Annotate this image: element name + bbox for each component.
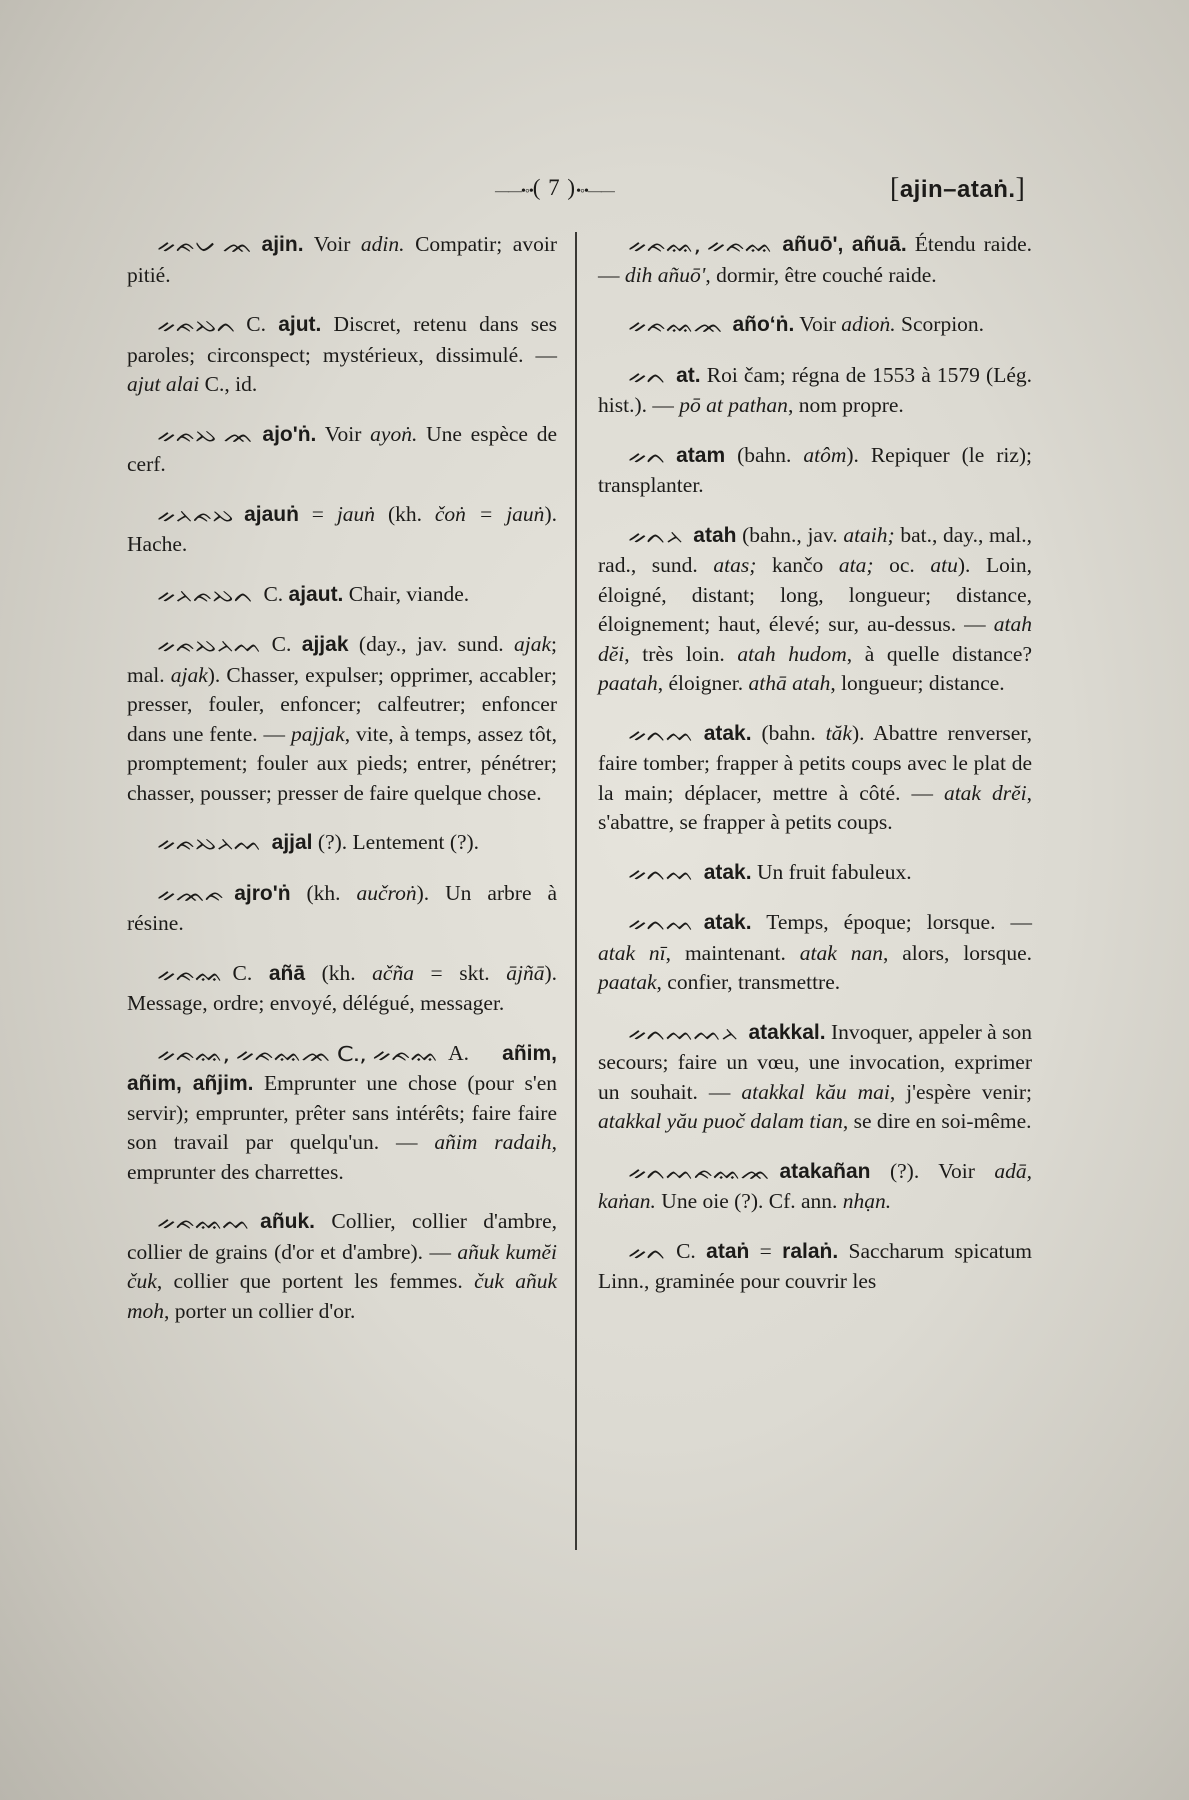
dictionary-entry xyxy=(127,959,557,1019)
cham-script-headword: ᨀᨃᨐᨓ xyxy=(157,1210,251,1235)
definition-text: C. xyxy=(271,632,302,656)
dictionary-entry xyxy=(598,1237,1032,1297)
dictionary-entry xyxy=(127,230,557,290)
italic-term: čuk añuk moh xyxy=(127,1269,557,1323)
headword: ajauṅ xyxy=(244,502,299,526)
cham-script-headword: ᨀᨈᨓ xyxy=(628,860,694,885)
ornament-right-icon: •◦•—— xyxy=(576,184,614,199)
definition-text: Une oie (?). Cf. ann. xyxy=(655,1189,843,1213)
definition-text: Voir xyxy=(794,312,842,336)
cham-script-headword: ᨀᨈᨓᨃᨐᨏ xyxy=(628,1159,770,1184)
cham-script-headword: ᨀᨃᨐ, ᨀᨃᨐᨏ C., ᨀᨃᨐ xyxy=(157,1041,439,1066)
dictionary-entry xyxy=(127,420,557,480)
italic-term: nhạn. xyxy=(842,1189,892,1213)
italic-term: atas; xyxy=(713,553,772,577)
dictionary-entry xyxy=(127,828,557,859)
italic-term: atak nī xyxy=(598,940,666,965)
dictionary-entry xyxy=(127,500,557,560)
cham-script-headword: ᨀᨃᨐ xyxy=(157,961,223,986)
headword: atakañan xyxy=(779,1159,871,1183)
definition-text: ). Un arbre à résine. xyxy=(127,880,557,935)
italic-term: ajut alai xyxy=(127,372,200,396)
italic-term: atakkal yău puoč dalam tian xyxy=(598,1109,843,1133)
definition-text: , confier, transmettre. xyxy=(656,970,841,994)
definition-text: ). Abattre renverser, faire tomber; frapper à petits coups avec le plat de la main; déplacer, mettre à côté. — xyxy=(598,720,1032,805)
headword: añuk. xyxy=(260,1210,316,1233)
definition-text: , vite, à temps, assez tôt, promptement; fouler aux pieds; entrer, pénétrer; chasser, pousser; presser de faire quelque chose. xyxy=(127,721,557,805)
italic-term: adioṅ. xyxy=(841,312,896,336)
cham-script-headword: ᨀᨃᨇᨂᨓ xyxy=(157,633,262,658)
italic-term: ajak xyxy=(513,632,552,656)
headword: añā xyxy=(268,961,306,985)
italic-term: adin. xyxy=(360,232,405,256)
headword: ralaṅ. xyxy=(782,1239,839,1263)
definition-text: , longueur; distance. xyxy=(830,671,1005,695)
definition-text: , dormir, être couché raide. xyxy=(705,262,937,287)
page-number-text: ( 7 ) xyxy=(532,175,577,200)
italic-term: ayoṅ. xyxy=(370,421,418,446)
headword: atak. xyxy=(703,721,752,745)
headword: atak. xyxy=(703,860,752,884)
definition-text: , maintenant. xyxy=(665,940,800,965)
definition-text: oc. xyxy=(889,553,931,577)
definition-text: , graminée pour couvrir les xyxy=(643,1269,877,1293)
definition-text: Roi čam; régna de 1553 à 1579 (Lég. hist.). — xyxy=(598,362,1032,417)
definition-text: ). Chasser, expulser; opprimer, accabler; presser, fouler, enfoncer; calfeutrer; enfoncer dans une fente. — xyxy=(127,662,557,746)
column-divider xyxy=(575,232,577,1550)
italic-term: añuk kumĕi čuk xyxy=(127,1239,557,1293)
italic-term: athā atah xyxy=(748,671,831,695)
headword: ajjal xyxy=(271,831,313,854)
definition-text: , porter un collier d'or. xyxy=(164,1298,356,1323)
definition-text: C. xyxy=(232,960,269,985)
definition-text: (bahn. xyxy=(725,442,804,467)
dictionary-entry xyxy=(598,521,1032,699)
ornament-left-icon: ——•◦• xyxy=(495,184,533,199)
running-head xyxy=(890,173,1025,205)
definition-text: ). Loin, éloigné, distant; long, longueur; distance, éloignement; haut, élevé; sur, au-dessus. — xyxy=(598,553,1032,636)
cham-script-headword: ᨀᨈᨓᨓᨂ xyxy=(628,1020,739,1045)
definition-text: Temps, époque; lorsque. — xyxy=(751,910,1032,934)
definition-text: , collier que portent les femmes. xyxy=(156,1269,475,1293)
bracket-close: ] xyxy=(1015,173,1026,204)
headword: atak. xyxy=(703,911,752,934)
definition-text: (day., jav. sund. xyxy=(348,632,514,656)
definition-text: Voir xyxy=(316,421,371,446)
definition-text: = skt. xyxy=(413,960,507,985)
dictionary-entry xyxy=(598,1018,1032,1137)
dictionary-entry xyxy=(127,1207,557,1326)
italic-term: atah dĕi xyxy=(598,612,1032,666)
definition-text: (?). Lentement (?). xyxy=(312,830,480,854)
definition-text: (bahn. xyxy=(751,720,826,745)
italic-term: paatah xyxy=(598,671,658,695)
headword: ajut. xyxy=(278,313,322,336)
definition-text: ; mal. xyxy=(127,632,557,687)
definition-text: Collier, collier d'ambre, collier de grains (d'or et d'ambre). — xyxy=(127,1209,557,1264)
italic-term: atakkal kău mai xyxy=(741,1079,890,1104)
definition-text: , s'abattre, se frapper à petits coups. xyxy=(598,780,1032,834)
definition-text: , éloigner. xyxy=(657,671,749,695)
cham-script-headword: ᨀᨃᨐᨏ xyxy=(628,313,723,338)
italic-term: pō at pathan xyxy=(679,393,788,417)
cham-script-headword: ᨀᨃᨐ, ᨀᨃᨐ xyxy=(628,233,773,258)
italic-term: añim radaih xyxy=(434,1130,552,1154)
cham-script-headword: ᨀᨈ xyxy=(628,1239,667,1264)
italic-term: dih añuō' xyxy=(624,262,706,287)
definition-text: C., id. xyxy=(199,372,258,396)
dictionary-entry xyxy=(127,630,557,808)
cham-script-headword: ᨀᨃᨇ ᨏ xyxy=(157,422,253,447)
definition-text: , se dire en soi-même. xyxy=(842,1109,1032,1133)
headword: ataṅ xyxy=(706,1239,750,1263)
running-head-text: ajin–ataṅ. xyxy=(899,176,1016,203)
definition-text: Saccharum spicatum xyxy=(838,1238,1032,1263)
cham-script-headword: ᨀᨂᨃᨇ xyxy=(157,502,235,527)
italic-term: aučroṅ xyxy=(356,880,417,905)
italic-term: atah hudom xyxy=(737,641,847,666)
definition-text: ). Hache. xyxy=(127,501,557,556)
definition-text: C. xyxy=(263,581,289,606)
definition-text: Discret, retenu dans ses paroles; circonspect; mystérieux, dissimulé. — xyxy=(127,312,557,367)
cham-script-headword: ᨀᨈᨓ xyxy=(628,911,694,936)
definition-text: , nom propre. xyxy=(787,393,904,417)
italic-term: tăk xyxy=(825,720,852,745)
definition-text: , alors, lorsque. xyxy=(882,940,1032,965)
definition-text: Scorpion. xyxy=(895,312,985,336)
bracket-open: [ xyxy=(890,173,900,204)
headword: ajjak xyxy=(301,633,349,656)
cham-script-headword: ᨀᨃᨆ ᨏ xyxy=(157,233,252,258)
cham-script-headword: ᨀᨈ xyxy=(628,443,667,468)
definition-text: , j'espère venir; xyxy=(889,1079,1033,1104)
definition-text: Emprunter une chose (pour s'en servir); emprunter, prêter sans intérêts; faire faire son travail par quelqu'un. — xyxy=(127,1071,557,1154)
headword: atah xyxy=(693,523,737,547)
italic-term: atu xyxy=(930,553,958,577)
definition-text: , emprunter des charrettes. xyxy=(127,1130,558,1184)
page-header xyxy=(0,175,1189,215)
definition-text: Étendu raide. — xyxy=(598,232,1032,287)
cham-script-headword: ᨀᨂᨃᨇᨈ xyxy=(157,582,254,607)
italic-term: jauṅ xyxy=(336,501,376,526)
definition-text: (kh. xyxy=(375,501,435,526)
dictionary-entry xyxy=(127,580,557,611)
cham-script-headword: ᨀᨃᨇᨈ xyxy=(157,313,237,338)
italic-term: atak drĕi xyxy=(943,780,1027,805)
italic-term: ājñā xyxy=(506,960,545,985)
left-column xyxy=(127,230,557,1346)
headword: atakkal. xyxy=(748,1020,826,1044)
headword: añoʻṅ. xyxy=(732,313,795,336)
dictionary-entry xyxy=(598,858,1032,889)
definition-text: = xyxy=(298,501,337,526)
italic-term: paatak xyxy=(598,970,657,994)
definition-text: Invoquer, appeler à son secours; faire un vœu, une invocation, exprimer un souhait. — xyxy=(598,1019,1032,1104)
headword: atam xyxy=(676,443,726,467)
dictionary-entry xyxy=(598,1157,1032,1217)
definition-text: bat., day., mal., rad., sund. xyxy=(598,522,1033,577)
headword: añuō', añuā. xyxy=(782,233,907,256)
cham-script-headword: ᨀᨈᨂ xyxy=(628,523,684,548)
definition-text: , à quelle distance? xyxy=(846,641,1033,666)
definition-text: = xyxy=(749,1238,783,1263)
right-column xyxy=(598,230,1032,1317)
definition-text: C. xyxy=(676,1238,707,1263)
cham-script-headword: ᨀᨈᨓ xyxy=(628,721,694,746)
dictionary-entry xyxy=(127,310,557,400)
dictionary-entry xyxy=(598,719,1032,838)
italic-term: ataih; xyxy=(843,522,901,547)
definition-text: (?). Voir xyxy=(870,1158,995,1183)
headword: ajin. xyxy=(261,233,304,256)
definition-text: Compatir; avoir pitié. xyxy=(127,232,557,287)
italic-term: adā, kaṅan. xyxy=(598,1158,1032,1213)
definition-text: Un fruit fabuleux. xyxy=(751,859,912,884)
definition-text: Voir xyxy=(303,232,361,256)
definition-text: Linn. xyxy=(598,1269,644,1293)
headword: at. xyxy=(676,363,701,387)
definition-text: ). Message, ordre; envoyé, délégué, messager. xyxy=(127,960,558,1015)
dictionary-entry xyxy=(598,310,1032,341)
dictionary-entry xyxy=(598,908,1032,998)
italic-term: pajjak xyxy=(290,721,345,746)
italic-term: čoṅ = jauṅ xyxy=(434,501,545,526)
italic-term: atak nan xyxy=(799,940,883,965)
dictionary-entry xyxy=(598,361,1032,421)
italic-term: atôm xyxy=(803,442,847,467)
cham-script-headword: ᨀᨈ xyxy=(628,363,667,388)
italic-term: ačña xyxy=(372,960,414,985)
definition-text: (bahn., jav. xyxy=(736,522,844,547)
headword: añim, añim, añjim. xyxy=(127,1041,557,1095)
definition-text: ). Repiquer (le riz); transplanter. xyxy=(598,442,1033,497)
definition-text: C. xyxy=(246,312,279,336)
headword: ajo'ṅ. xyxy=(262,422,317,446)
headword: ajaut. xyxy=(288,582,344,606)
italic-term: ata; xyxy=(838,553,890,577)
dictionary-entry xyxy=(127,1039,557,1188)
dictionary-entry xyxy=(598,441,1032,501)
definition-text: (kh. xyxy=(290,880,357,905)
headword: ajro'ṅ xyxy=(234,881,291,905)
cham-script-headword: ᨀᨃᨇᨂᨓ xyxy=(157,831,262,856)
definition-text: Chair, viande. xyxy=(343,581,470,606)
definition-text: A. xyxy=(448,1040,503,1065)
dictionary-entry xyxy=(127,879,557,939)
dictionary-entry xyxy=(598,230,1032,290)
definition-text: kančo xyxy=(771,553,839,577)
page-number xyxy=(495,175,614,201)
definition-text: Une espèce de cerf. xyxy=(127,421,557,476)
definition-text: (kh. xyxy=(305,960,373,985)
definition-text: , très loin. xyxy=(624,641,738,666)
italic-term: ajak xyxy=(170,662,208,687)
cham-script-headword: ᨀᨏᨃ xyxy=(157,881,225,906)
